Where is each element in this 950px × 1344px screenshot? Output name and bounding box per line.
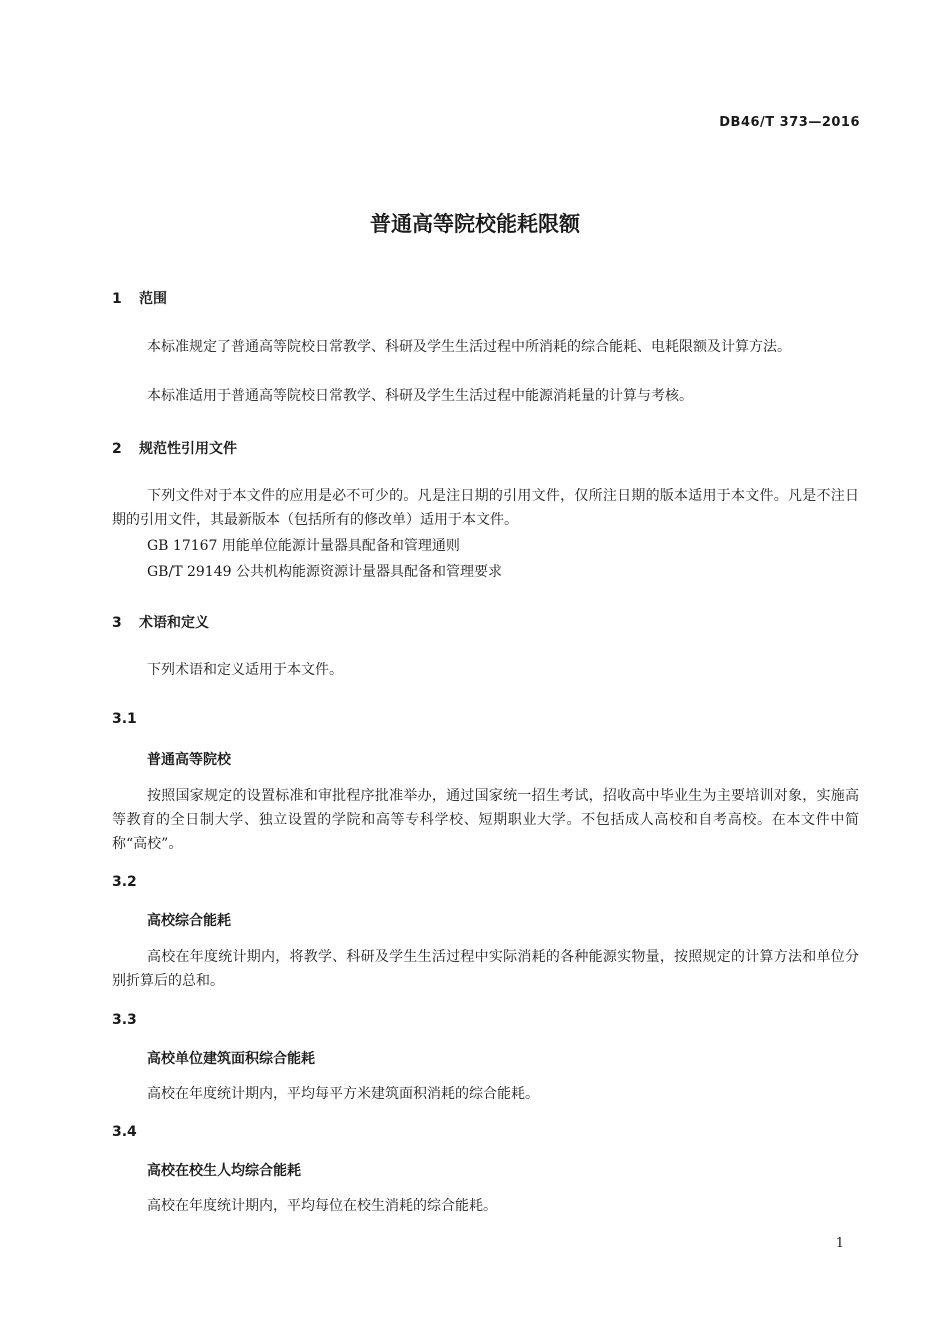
section-number: 2 <box>112 441 122 457</box>
paragraph: 本标准适用于普通高等院校日常教学、科研及学生生活过程中能源消耗量的计算与考核。 <box>147 388 693 404</box>
paragraph: 本标准规定了普通高等院校日常教学、科研及学生生活过程中所消耗的综合能耗、电耗限额及计算方法。 <box>147 339 791 355</box>
term-definition: 按照国家规定的设置标准和审批程序批准举办，通过国家统一招生考试，招收高中毕业生为主要培训对象，实施高等教育的全日制大学、独立设置的学院和高等专科学校、短期职业大学。不包括成人高校和自考高校。在本文件中简称“高校”。 <box>112 788 859 852</box>
section-heading-scope <box>112 288 167 308</box>
term-name: 高校单位建筑面积综合能耗 <box>147 1051 315 1067</box>
term-number: 3.1 <box>112 711 137 727</box>
section-number: 1 <box>112 291 122 307</box>
term-number: 3.3 <box>112 1012 137 1028</box>
section-number: 3 <box>112 615 122 631</box>
page-number: 1 <box>835 1236 844 1251</box>
term-number: 3.4 <box>112 1124 137 1140</box>
term-definition: 高校在年度统计期内，平均每平方米建筑面积消耗的综合能耗。 <box>147 1086 539 1102</box>
term-definition: 高校在年度统计期内，将教学、科研及学生生活过程中实际消耗的各种能源实物量，按照规定的计算方法和单位分别折算后的总和。 <box>112 949 859 989</box>
section-title: 术语和定义 <box>139 615 209 631</box>
paragraph: 下列文件对于本文件的应用是必不可少的。凡是注日期的引用文件，仅所注日期的版本适用于本文件。凡是不注日期的引用文件，其最新版本（包括所有的修改单）适用于本文件。 <box>112 488 859 528</box>
reference-item: GB 17167 用能单位能源计量器具配备和管理通则 <box>147 538 460 554</box>
term-number: 3.2 <box>112 874 137 890</box>
term-definition: 高校在年度统计期内，平均每位在校生消耗的综合能耗。 <box>147 1198 497 1214</box>
term-name: 高校在校生人均综合能耗 <box>147 1163 301 1179</box>
reference-item: GB/T 29149 公共机构能源资源计量器具配备和管理要求 <box>147 564 502 580</box>
term-name: 高校综合能耗 <box>147 913 231 929</box>
section-heading-terms <box>112 612 209 632</box>
section-title: 范围 <box>139 291 167 307</box>
term-name: 普通高等院校 <box>147 752 231 768</box>
section-title: 规范性引用文件 <box>139 441 237 457</box>
paragraph: 下列术语和定义适用于本文件。 <box>147 662 343 678</box>
section-heading-normative-references <box>112 438 237 458</box>
standard-code: DB46/T 373—2016 <box>719 115 860 130</box>
document-title: 普通高等院校能耗限额 <box>370 212 580 236</box>
